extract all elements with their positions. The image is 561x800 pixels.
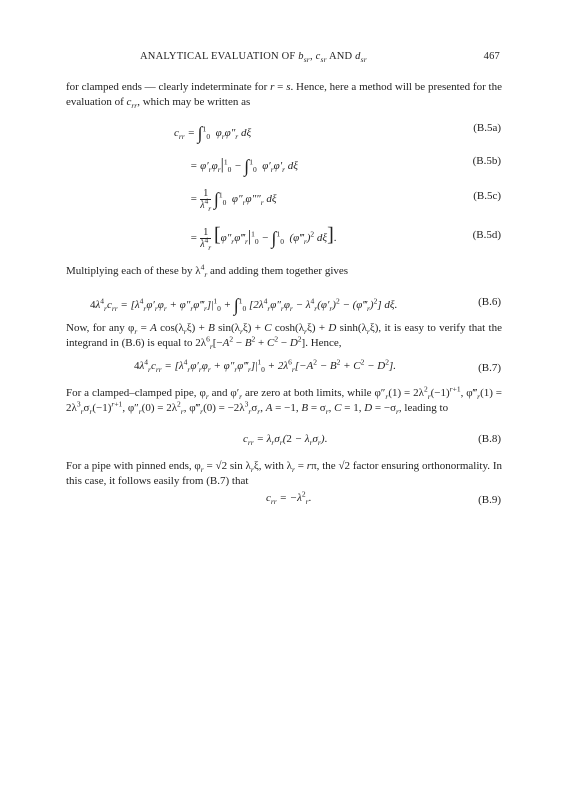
paragraph-pinned: For a pipe with pinned ends, $\varphi_r = √2$ $\sin \lambda_r\xi$, with $\lambda_r = r\pi$, the √2 factor ensuring orthonormality. In this case, it follows easily from (B.7) that — [66, 460, 502, 487]
label-b5d: (B.5d) — [472, 229, 501, 241]
page-number: 467 — [483, 51, 500, 62]
label-b5c: (B.5c) — [473, 190, 501, 202]
equation-b7: $4\lambda^4_rc_{rr} = [\lambda^4_r\varphi'_r\varphi_r$ + $\varphi''_r\varphi‴_r]|^1_0 + 2\lambda^6_r[-A^2 - B^2 + C^2 - D^2]$. — [134, 357, 397, 375]
paragraph-clamped: For a clamped–clamped pipe, $\varphi_r$ and $\varphi'_r$ are zero at both limits, while $\varphi''_r(1) = 2\lambda^2_r(-1)^{r+1}$, $\varphi‴_r(1) = 2\lambda^3_r\sigma_r(-1)^{r+1}$, $\varphi''_r(0) = 2\lambda^2_r$, $\varphi‴_r(0) = -2\lambda^3_r\sigma_r$, A = −1, $B = \sigma_r$, C = 1, $D = -\sigma_r$, leading to — [66, 384, 503, 416]
equation-b5a: $c_{rr} = \int^1_0$ $\varphi_r\varphi''_r$ dξ — [174, 123, 252, 143]
equation-b5c: = $\frac{1}{\lambda^4_r}$ ∫$^1_0$ $\varphi''_r\varphi''''_r$ dξ — [190, 187, 277, 213]
label-b7: (B.7) — [478, 362, 501, 374]
label-b8: (B.8) — [478, 433, 501, 445]
label-b6: (B.6) — [478, 296, 501, 308]
equation-b6: $4\lambda^4_rc_{rr} = [\lambda^4_r\varphi'_r\varphi_r$ + $\varphi''_r\varphi‴_r]|^1_0 + \int^1_0$ [$2\lambda^4_r\varphi''_r\varphi_r - \lambda^4_r(\varphi'_r)^2$ − $(\varphi‴_r)^2$] dξ. — [90, 295, 398, 315]
equation-b8: $c_{rr} = \lambda_r\sigma_r(2 - \lambda_r\sigma_r)$. — [243, 433, 328, 448]
label-b9: (B.9) — [478, 494, 501, 506]
paragraph-multiplying: Multiplying each of these by $\lambda^4_r$ and adding them together gives — [66, 262, 349, 280]
paragraph-intro: for clamped ends — clearly indeterminate for r = s. Hence, here a method will be presented for the evaluation of $c_{rr}$, which may be written as — [66, 81, 502, 110]
label-b5b: (B.5b) — [472, 155, 501, 167]
paragraph-now: Now, for any $\varphi_r = A$ $\cos(\lambda_r\xi) + B$ $\sin(\lambda_r\xi) + C$ $\cosh(\lambda_r\xi) + D$ $\sinh(\lambda_r\xi)$, it is easy to verify that the integrand in (B.6) is equal to $2\lambda^6_r[-A^2 - B^2 + C^2 - D^2]$. Hence, — [66, 322, 502, 351]
equation-b5b: = $\varphi'_r\varphi_r|^1_0 - \int^1_0$ $\varphi'_r\varphi'_r$ dξ — [190, 156, 298, 176]
running-title: ANALYTICAL EVALUATION OF $b_{sr}$, $c_{sr}$ AND $d_{sr}$ — [140, 51, 367, 65]
equation-b9: $c_{rr} = -\lambda^2_r$. — [266, 489, 312, 507]
label-b5a: (B.5a) — [473, 122, 501, 134]
equation-b5d: = $\frac{1}{\lambda^4_r}$ [$\varphi''_r\varphi‴_r|^1_0 - \int^1_0$ $(\varphi‴_r)^2$ dξ]. — [190, 224, 337, 252]
